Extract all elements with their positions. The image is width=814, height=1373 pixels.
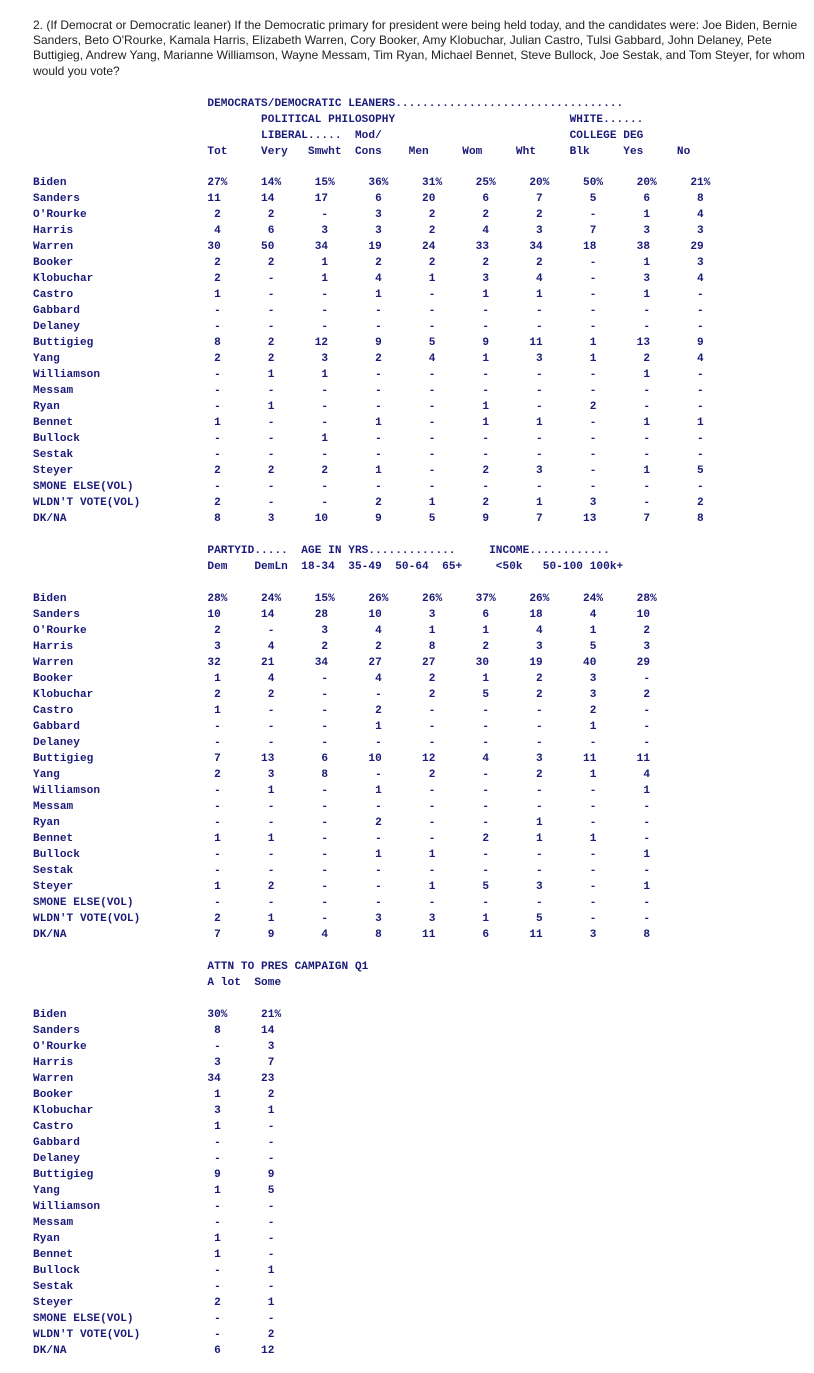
table-row: WLDN'T VOTE(VOL) 2 - - 2 1 2 1 3 - 2	[33, 497, 704, 509]
table-row: Klobuchar 2 2 - - 2 5 2 3 2	[33, 689, 651, 701]
table-row: Klobuchar 3 1	[33, 1105, 275, 1117]
table-row: Williamson - 1 - 1 - - - - 1	[33, 785, 651, 797]
table-row: Klobuchar 2 - 1 4 1 3 4 - 3 4	[33, 273, 704, 285]
table-row: Bennet 1 - - 1 - 1 1 - 1 1	[33, 417, 704, 429]
table-row: Booker 2 2 1 2 2 2 2 - 1 3	[33, 257, 704, 269]
table-row: SMONE ELSE(VOL) - - - - - - - - - -	[33, 481, 704, 493]
table-row: WLDN'T VOTE(VOL) 2 1 - 3 3 1 5 - -	[33, 913, 651, 925]
table-row: Warren 30 50 34 19 24 33 34 18 38 29	[33, 241, 704, 253]
table-row: Biden 30% 21%	[33, 1009, 282, 1021]
table-row: Castro 1 - - 1 - 1 1 - 1 -	[33, 289, 704, 301]
table-row: Buttigieg 7 13 6 10 12 4 3 11 11	[33, 753, 651, 765]
table-row: Harris 3 4 2 2 8 2 3 5 3	[33, 641, 651, 653]
question-text: 2. (If Democrat or Democratic leaner) If the Democratic primary for president were being held today, and the candidates were: Joe Biden, Bernie Sanders, Beto O'Rourke, Kamala Harris, Elizabeth Warren, Cory Booker, Amy Klobuchar, Julian Castro, Tulsi Gabbard, John Delaney, Pete Buttigieg, Andrew Yang, Marianne Williamson, Wayne Messam, Tim Ryan, Michael Bennet, Steve Bullock, Joe Sestak, and Tom Steyer, for whom would you vote?	[33, 18, 805, 78]
table-header-line: POLITICAL PHILOSOPHY WHITE......	[33, 114, 644, 126]
table-row: Delaney - - - - - - - - -	[33, 737, 651, 749]
table-row: Yang 2 3 8 - 2 - 2 1 4	[33, 769, 651, 781]
table-row: Buttigieg 8 2 12 9 5 9 11 1 13 9	[33, 337, 704, 349]
table-row: Gabbard - - - 1 - - - 1 -	[33, 721, 651, 733]
table-row: Bullock - - 1 - - - - - - -	[33, 433, 704, 445]
table-row: Yang 2 2 3 2 4 1 3 1 2 4	[33, 353, 704, 365]
table-row: Harris 4 6 3 3 2 4 3 7 3 3	[33, 225, 704, 237]
table-row: Bullock - 1	[33, 1265, 275, 1277]
table-row: DK/NA 7 9 4 8 11 6 11 3 8	[33, 929, 651, 941]
table-row: Steyer 1 2 - - 1 5 3 - 1	[33, 881, 651, 893]
table-row: Sestak - -	[33, 1281, 275, 1293]
table-row: Steyer 2 1	[33, 1297, 275, 1309]
table-row: Steyer 2 2 2 1 - 2 3 - 1 5	[33, 465, 704, 477]
table-row: Sanders 11 14 17 6 20 6 7 5 6 8	[33, 193, 704, 205]
table-row: Sanders 8 14	[33, 1025, 275, 1037]
table-row: Sestak - - - - - - - - -	[33, 865, 651, 877]
table-row: Warren 32 21 34 27 27 30 19 40 29	[33, 657, 651, 669]
table-row: Buttigieg 9 9	[33, 1169, 275, 1181]
table-row: Gabbard - -	[33, 1137, 275, 1149]
table-row: Booker 1 2	[33, 1089, 275, 1101]
table-row: Messam - - - - - - - - -	[33, 801, 651, 813]
table-row: Warren 34 23	[33, 1073, 275, 1085]
table-row: Harris 3 7	[33, 1057, 275, 1069]
table-row: SMONE ELSE(VOL) - - - - - - - - -	[33, 897, 651, 909]
table-row: Ryan - 1 - - - 1 - 2 - -	[33, 401, 704, 413]
table-row: WLDN'T VOTE(VOL) - 2	[33, 1329, 275, 1341]
table-row: O'Rourke 2 - 3 4 1 1 4 1 2	[33, 625, 651, 637]
table-row: Yang 1 5	[33, 1185, 275, 1197]
table-header-line: DEMOCRATS/DEMOCRATIC LEANERS..................................	[33, 98, 624, 110]
table-row: Ryan - - - 2 - - 1 - -	[33, 817, 651, 829]
table-row: DK/NA 8 3 10 9 5 9 7 13 7 8	[33, 513, 704, 525]
table-row: Gabbard - - - - - - - - - -	[33, 305, 704, 317]
table-header-line: Tot Very Smwht Cons Men Wom Wht Blk Yes No	[33, 146, 691, 158]
table-row: Bullock - - - 1 1 - - - 1	[33, 849, 651, 861]
table-row: O'Rourke - 3	[33, 1041, 275, 1053]
table-row: Williamson - -	[33, 1201, 275, 1213]
table-row: Booker 1 4 - 4 2 1 2 3 -	[33, 673, 651, 685]
table-row: Castro 1 - - 2 - - - 2 -	[33, 705, 651, 717]
table-header-line: PARTYID..... AGE IN YRS............. INCOME............	[33, 545, 610, 557]
table-row: O'Rourke 2 2 - 3 2 2 2 - 1 4	[33, 209, 704, 221]
table-header-line: A lot Some	[33, 977, 282, 989]
table-row: Bennet 1 -	[33, 1249, 275, 1261]
table-row: Delaney - -	[33, 1153, 275, 1165]
table-row: Ryan 1 -	[33, 1233, 275, 1245]
table-header-line: Dem DemLn 18-34 35-49 50-64 65+ <50k 50-100 100k+	[33, 561, 624, 573]
table-row: Castro 1 -	[33, 1121, 275, 1133]
table-row: Williamson - 1 1 - - - - - 1 -	[33, 369, 704, 381]
table-row: DK/NA 6 12	[33, 1345, 275, 1357]
table-row: Bennet 1 1 - - - 2 1 1 -	[33, 833, 651, 845]
table-row: Biden 27% 14% 15% 36% 31% 25% 20% 50% 20% 21%	[33, 177, 711, 189]
table-row: Messam - -	[33, 1217, 275, 1229]
table-row: Sestak - - - - - - - - - -	[33, 449, 704, 461]
table-row: Messam - - - - - - - - - -	[33, 385, 704, 397]
table-row: SMONE ELSE(VOL) - -	[33, 1313, 275, 1325]
table-row: Sanders 10 14 28 10 3 6 18 4 10	[33, 609, 651, 621]
table-header-line: ATTN TO PRES CAMPAIGN Q1	[33, 961, 369, 973]
table-header-line: LIBERAL..... Mod/ COLLEGE DEG	[33, 130, 644, 142]
table-row: Delaney - - - - - - - - - -	[33, 321, 704, 333]
table-row: Biden 28% 24% 15% 26% 26% 37% 26% 24% 28%	[33, 593, 657, 605]
